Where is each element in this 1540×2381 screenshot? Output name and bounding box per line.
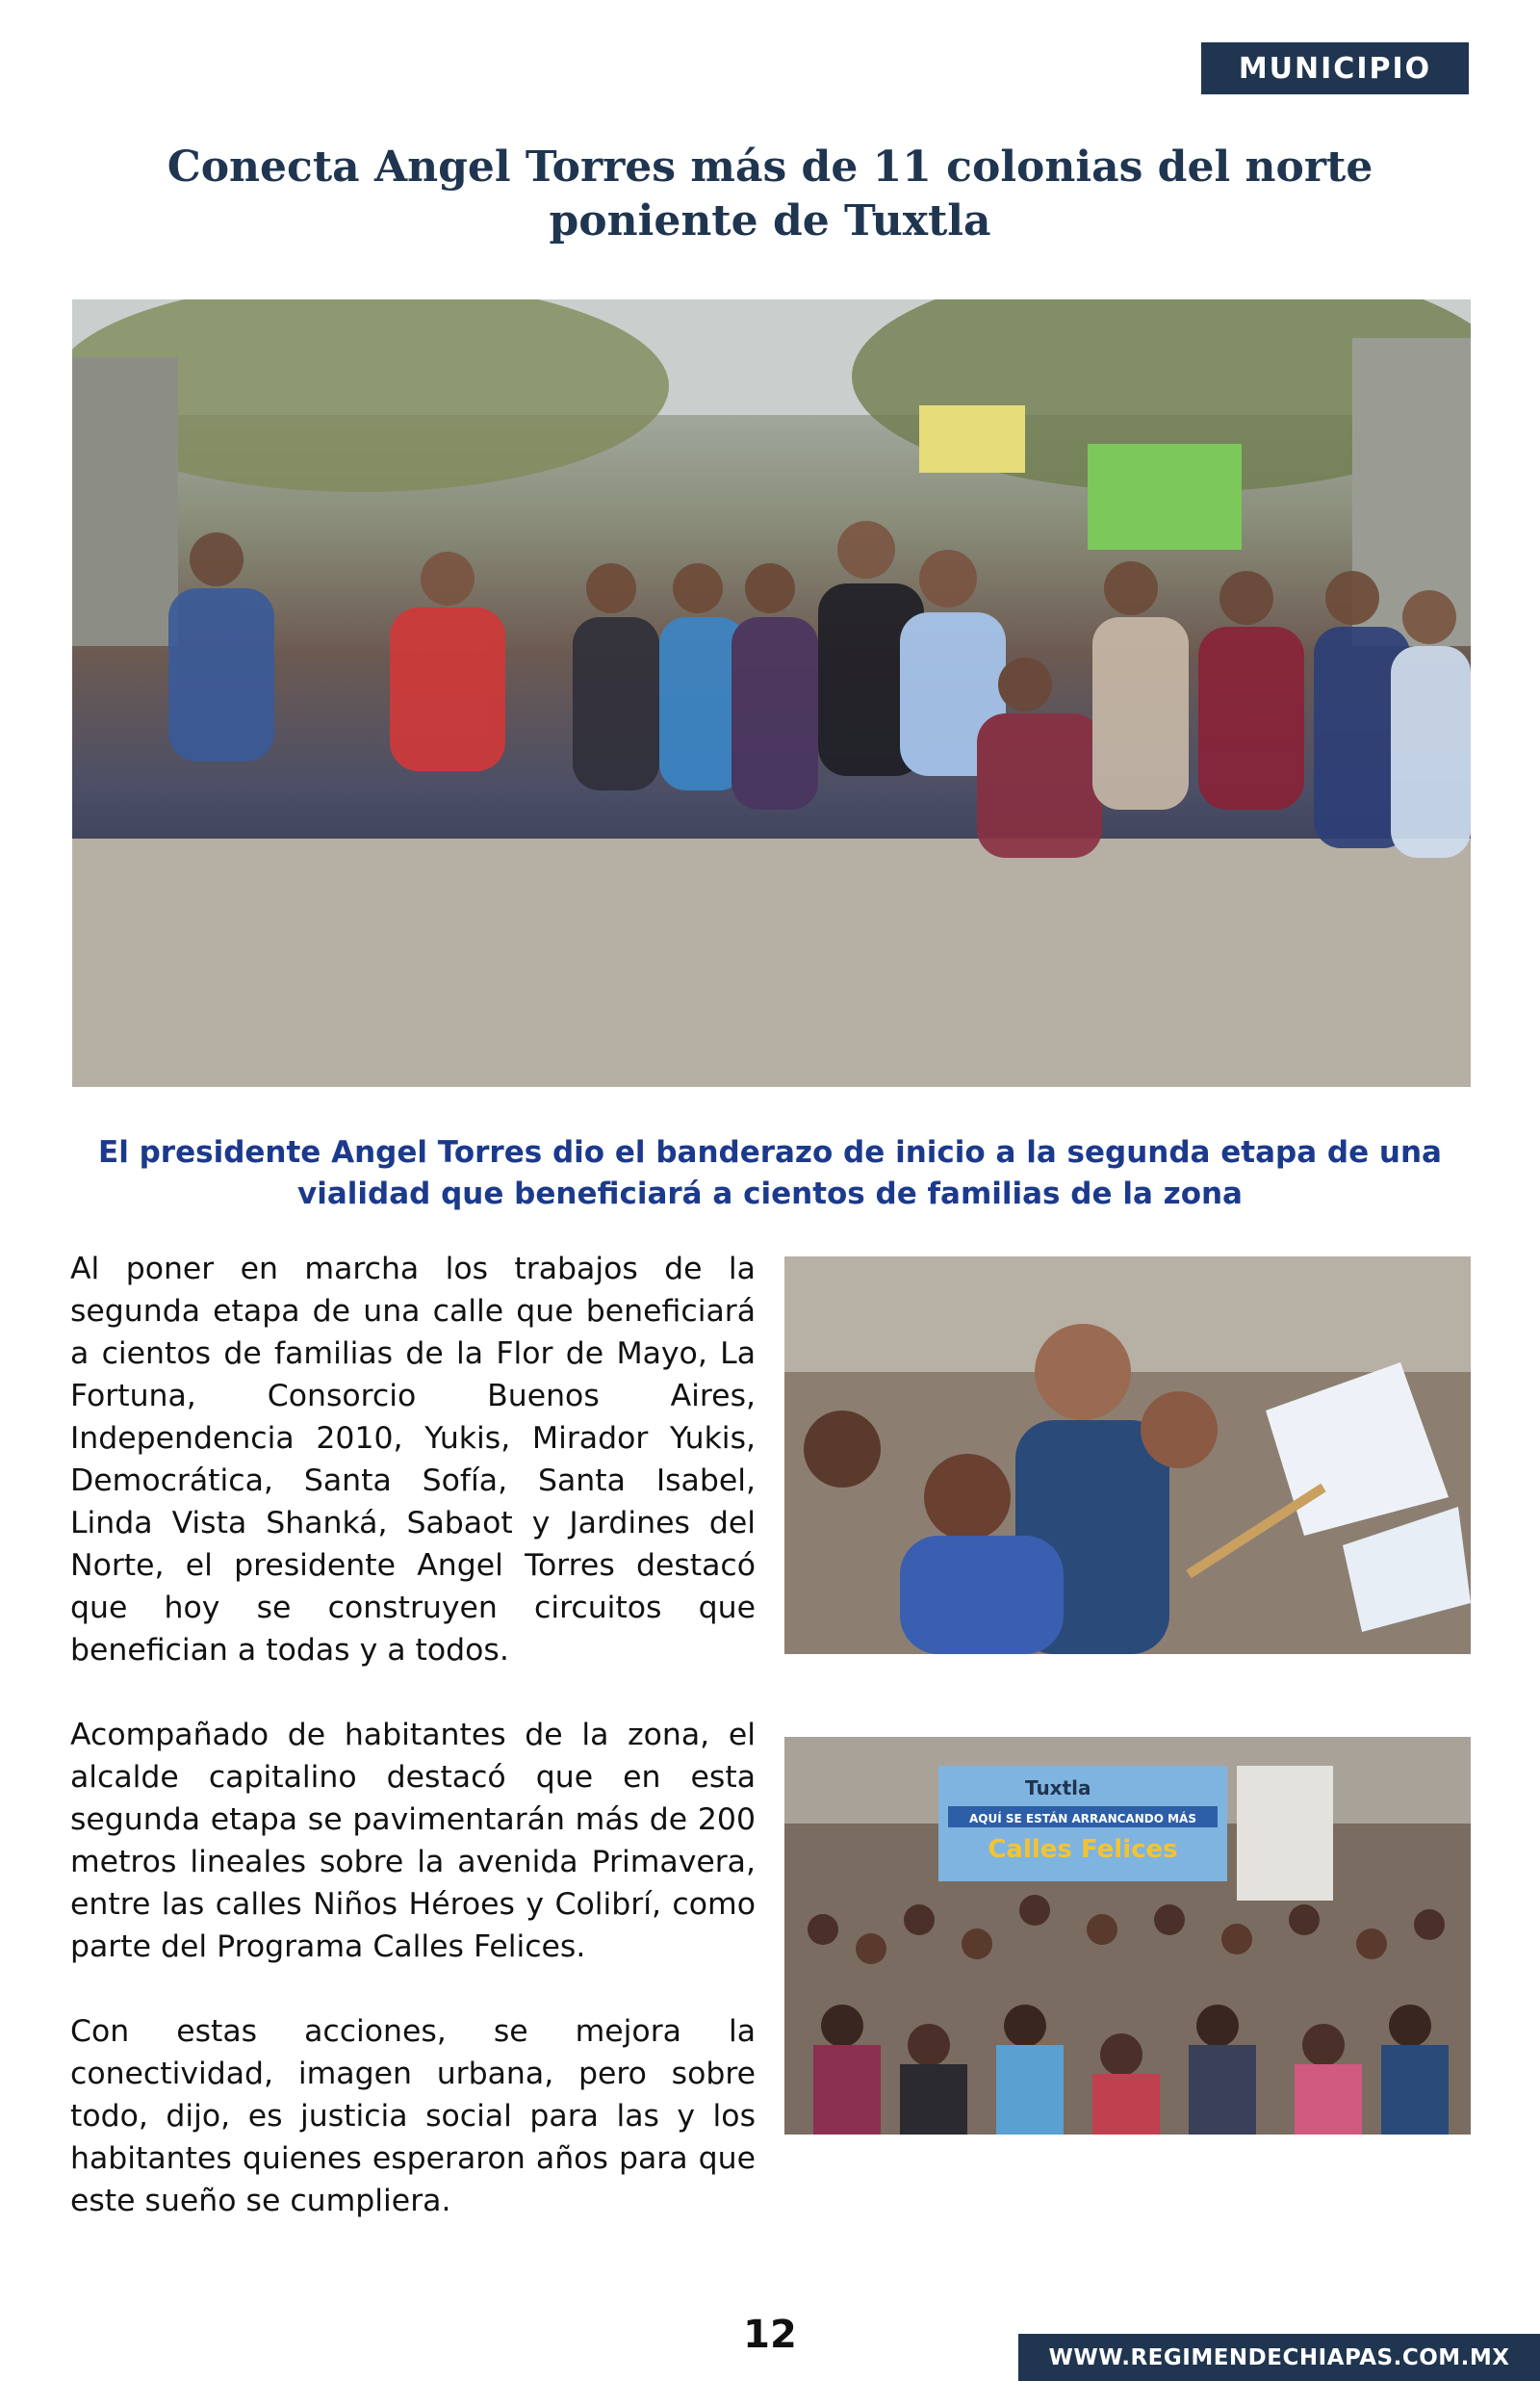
article-paragraph: Al poner en marcha los trabajos de la segunda etapa de una calle que beneficiará a cientos de familias de la Flor de Mayo, La Fortuna, Consorcio Buenos Aires, Independencia 2010, Yukis, Mirador Yukis, Democrática, Santa Sofía, Santa Isabel, Linda Vista Shanká, Sabaot y Jardines del Norte, el presidente Angel Torres destacó que hoy se construyen circuitos que benefician a todas y a todos. <box>70 1252 756 1668</box>
article-headline: Conecta Angel Torres más de 11 colonias del norte poniente de Tuxtla <box>167 142 1373 246</box>
article-paragraph: Acompañado de habitantes de la zona, el alcalde capitalino destacó que en esta segunda etapa se pavimentarán más de 200 metros lineales sobre la avenida Primavera, entre las calles Niños Héroes y Colibrí, como parte del Programa Calles Felices. <box>70 1718 756 1964</box>
main-photo-illustration <box>72 299 1471 1087</box>
crowd-event-photo-illustration <box>784 1737 1471 2135</box>
banner-logo-text: Tuxtla <box>1025 1776 1091 1799</box>
page-number: 12 <box>743 2313 797 2357</box>
flag-waving-photo <box>784 1256 1471 1654</box>
article-subhead: El presidente Angel Torres dio el banderazo de inicio a la segunda etapa de una vialidad que beneficiará a cientos de familias de la zona <box>98 1135 1442 1211</box>
section-tag: MUNICIPIO <box>1201 42 1469 94</box>
banner-slogan-text: AQUÍ SE ESTÁN ARRANCANDO MÁS <box>969 1812 1196 1825</box>
green-sign <box>1088 444 1242 550</box>
main-photo <box>72 299 1471 1087</box>
banner-program-text: Calles Felices <box>988 1835 1178 1864</box>
article-paragraph: Con estas acciones, se mejora la conectividad, imagen urbana, pero sobre todo, dijo, es justicia social para las y los habitantes quienes esperaron años para que este sueño se cumpliera. <box>70 2014 756 2218</box>
flag-waving-photo-illustration <box>784 1256 1471 1654</box>
crowd-event-photo <box>784 1737 1471 2135</box>
article-body <box>70 1248 756 2265</box>
website-url[interactable]: WWW.REGIMENDECHIAPAS.COM.MX <box>1018 2334 1540 2381</box>
yellow-sign <box>919 405 1025 473</box>
